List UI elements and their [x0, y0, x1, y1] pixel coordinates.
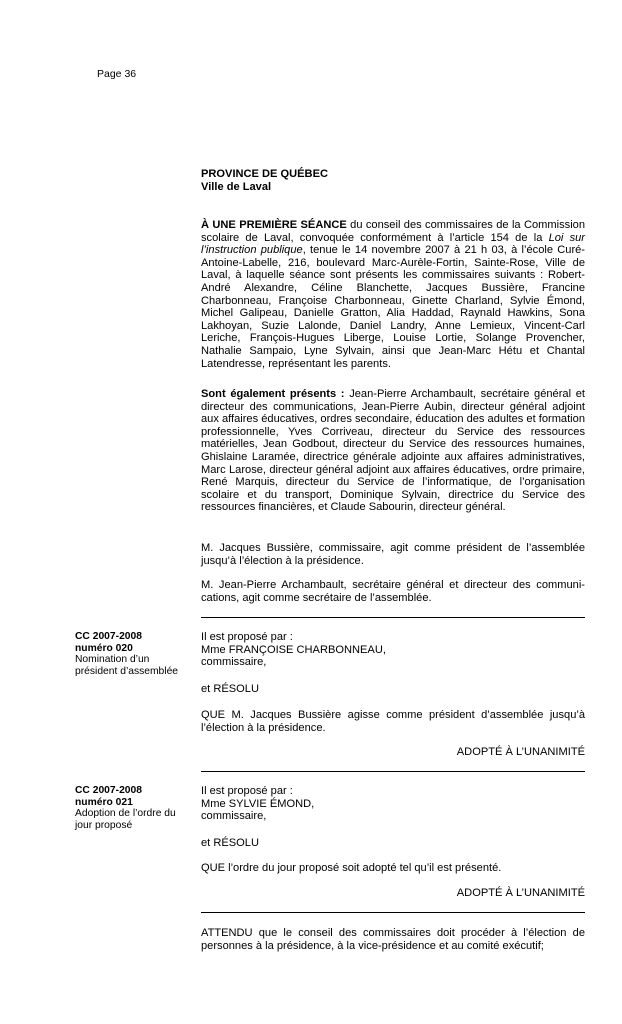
city-heading: Ville de Laval — [201, 180, 272, 193]
resolution-margin-021 — [75, 785, 180, 831]
resolution-body-020 — [201, 631, 585, 669]
header-block — [201, 168, 585, 193]
adopted-status: ADOPTÉ À L’UNANIMITÉ — [456, 887, 585, 899]
also-present-lead: Sont également présents : — [201, 388, 345, 400]
proposer-name: Mme SYLVIE ÉMOND, — [201, 797, 315, 810]
proposed-by-label: Il est proposé par : — [201, 785, 293, 797]
intro-lead: À UNE PREMIÈRE SÉANCE — [201, 219, 347, 231]
proposer-name: Mme FRANÇOISE CHARBONNEAU, — [201, 643, 386, 656]
province-heading: PROVINCE DE QUÉBEC — [201, 168, 328, 180]
intro-paragraph — [201, 219, 585, 370]
also-present-paragraph — [201, 388, 585, 514]
whereas-paragraph: ATTENDU que le conseil des commissaires doit procéder à l’élection de personnes à la présidence, à la vice-présidence et au comité exécutif; — [201, 927, 585, 952]
resolution-margin-020 — [75, 631, 180, 677]
divider — [201, 912, 585, 913]
intro-text-a: du conseil des commissaires de la Commission scolaire de Laval, convoquée conformément à l’article 154 de la — [201, 219, 586, 244]
secretary-note: M. Jean-Pierre Archambault, secrétaire général et directeur des communi-cations, agit comme secrétaire de l’assemblée. — [201, 579, 585, 604]
resolution-subject: Nomination d’un président d’assemblée — [75, 654, 179, 677]
proposer-role: commissaire, — [201, 810, 267, 823]
adopted-status: ADOPTÉ À L’UNANIMITÉ — [456, 746, 585, 758]
resolution-number: numéro 020 — [75, 642, 133, 654]
proposer-role: commissaire, — [201, 656, 267, 669]
proposed-by-label: Il est proposé par : — [201, 631, 293, 643]
resolved-label: et RÉSOLU — [201, 683, 259, 695]
intro-text-b: , tenue le 14 novembre 2007 à 21 h 03, à l’école Curé-Antoine-Labelle, 216, boulevard Marc-Aurèle-Fortin, Sainte-Rose, Ville de Laval, à laquelle séance sont présents les commissaires suivants : Robert-André Alexandre, Céline Blanchette, Jacques Bussière, Francine Charbonneau, Françoise Charbonneau, Ginette Charland, Sylvie Émond, Michel Galipeau, Danielle Gratton, Alia Haddad, Raynald Hawkins, Sona Lakhoyan, Suzie Lalonde, Daniel Landry, Anne Lemieux, Vincent-Carl Leriche, François-Hugues Liberge, Louise Lortie, Solange Provencher, Nathalie Sampaio, Lyne Sylvain, ainsi que Jean-Marc Hétu et Chantal Latendresse, représentant les parents. — [201, 244, 585, 370]
divider — [201, 771, 585, 772]
page-number: Page 36 — [97, 68, 137, 80]
intro-law-title: Loi sur l’instruction publique — [201, 231, 585, 257]
divider — [201, 617, 585, 618]
resolution-text: QUE l’ordre du jour proposé soit adopté tel qu’il est présenté. — [201, 862, 502, 874]
resolution-ref: CC 2007-2008 — [75, 631, 142, 642]
also-present-text: Jean-Pierre Archambault, secrétaire général et directeur des communications, Jean-Pierre Aubin, directeur général adjoint aux affaires éducatives, ordres secondaire, éducation des adultes et formation professionnelle, Yves Corriveau, directeur du Service des ressources matérielles, Jean Godbout, directeur du Service des ressources humaines, Ghislaine Laramée, directrice générale adjointe aux affaires administratives, Marc Larose, directeur général adjoint aux affaires éducatives, ordre primaire, René Marquis, directeur du Service de l’informatique, de l’organisation scolaire et du transport, Dominique Sylvain, directrice du Service des ressources financières, et Claude Sabourin, directeur général. — [201, 388, 585, 514]
resolution-ref: CC 2007-2008 — [75, 785, 142, 796]
resolution-text: QUE M. Jacques Bussière agisse comme président d’assemblée jusqu’à l’élection à la présidence. — [201, 709, 585, 734]
resolution-subject: Adoption de l’ordre du jour proposé — [75, 808, 176, 831]
resolution-number: numéro 021 — [75, 796, 133, 808]
president-note: M. Jacques Bussière, commissaire, agit comme président de l’assemblée jusqu’à l’élection à la présidence. — [201, 542, 585, 567]
resolved-label: et RÉSOLU — [201, 837, 259, 849]
resolution-body-021 — [201, 785, 585, 823]
